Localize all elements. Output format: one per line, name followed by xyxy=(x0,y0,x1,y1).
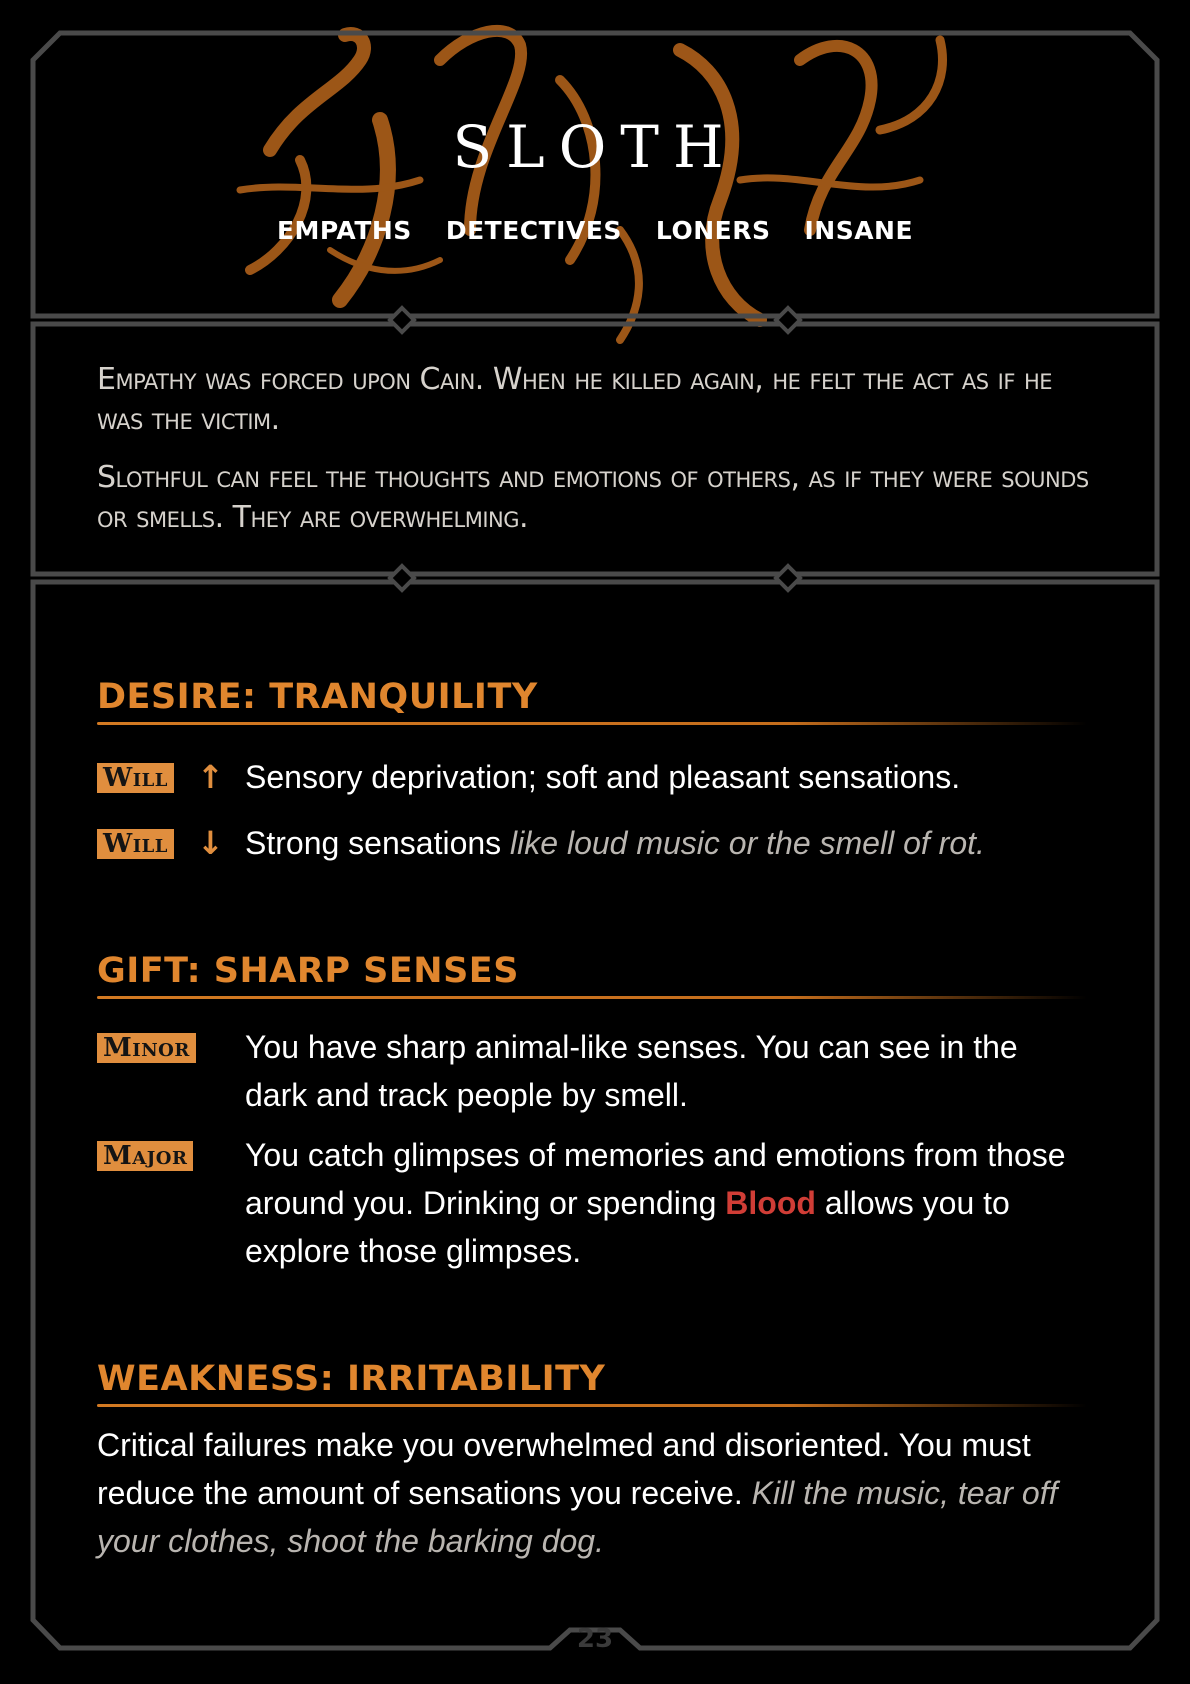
tag-item: EMPATHS xyxy=(276,216,412,245)
tag-item: INSANE xyxy=(804,216,914,245)
intro-paragraph: Slothful can feel the thoughts and emotions of others, as if they were sounds or smells. They are overwhelming. xyxy=(97,460,1089,535)
weakness-italic-text: Kill the music, tear off your clothes, shoot the barking dog. xyxy=(97,1475,1058,1559)
page-title: SLOTH xyxy=(452,113,738,181)
gift-minor-row xyxy=(97,1023,1087,1119)
row-text xyxy=(245,753,1087,801)
will-badge: Will xyxy=(97,763,174,793)
will-badge: Will xyxy=(97,829,174,859)
heading-rule xyxy=(97,722,1087,725)
page-number: 23 xyxy=(576,1624,614,1654)
major-badge: Major xyxy=(97,1141,193,1171)
heading-rule xyxy=(97,996,1087,999)
gift-section xyxy=(97,950,1087,1275)
tag-list xyxy=(0,216,1190,245)
row-plain-text: Strong sensations xyxy=(245,825,511,861)
weakness-plain-text: Critical failures make you overwhelmed and disoriented. You must reduce the amount of sensations you receive. xyxy=(97,1427,1031,1511)
row-text xyxy=(245,819,1087,867)
desire-row-up xyxy=(97,753,1087,801)
section-heading: WEAKNESS: IRRITABILITY xyxy=(97,1359,606,1399)
tag-item: DETECTIVES xyxy=(445,216,622,245)
desire-section xyxy=(97,676,1087,867)
arrow-up-icon: ↑ xyxy=(197,758,224,796)
intro-paragraph: Empathy was forced upon Cain. When he killed again, he felt the act as if he was the victim. xyxy=(97,362,1053,437)
row-plain-text: allows you to explore those glimpses. xyxy=(245,1185,1010,1269)
intro-text xyxy=(97,360,1097,556)
heading-rule xyxy=(97,1404,1087,1407)
gift-major-row xyxy=(97,1131,1087,1275)
weakness-section xyxy=(97,1358,1087,1565)
row-text xyxy=(245,1131,1087,1275)
desire-row-down xyxy=(97,819,1087,867)
blood-keyword: Blood xyxy=(725,1185,816,1221)
row-plain-text: You catch glimpses of memories and emotions from those around you. Drinking or spending xyxy=(245,1137,1066,1221)
tag-item: LONERS xyxy=(655,216,771,245)
minor-badge: Minor xyxy=(97,1033,196,1063)
row-plain-text: Sensory deprivation; soft and pleasant sensations. xyxy=(245,759,961,795)
section-heading: GIFT: SHARP SENSES xyxy=(97,951,519,991)
row-text: You have sharp animal-like senses. You can see in the dark and track people by smell. xyxy=(245,1029,1018,1113)
row-italic-text: like loud music or the smell of rot. xyxy=(510,825,985,861)
weakness-text xyxy=(97,1421,1087,1565)
section-heading: DESIRE: TRANQUILITY xyxy=(97,677,538,717)
arrow-down-icon: ↓ xyxy=(197,824,224,862)
